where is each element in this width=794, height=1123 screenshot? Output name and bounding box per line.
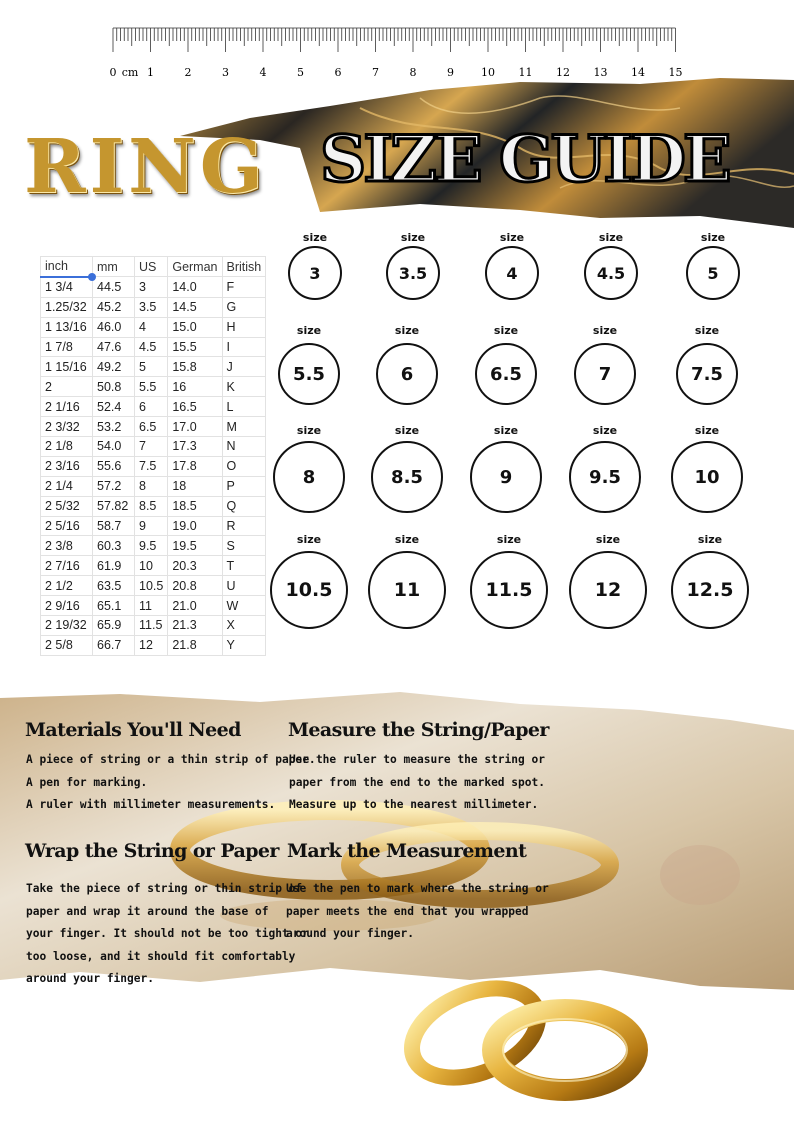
table-header-row [41, 257, 266, 277]
table-cell: O [222, 456, 266, 476]
table-row [41, 377, 266, 397]
measure-heading: Measure the String/Paper [288, 719, 549, 741]
wrap-line: too loose, and it should fit comfortably [26, 949, 296, 963]
header-inch: inch [41, 257, 93, 277]
size-label: size [394, 533, 420, 546]
materials-heading: Materials You'll Need [25, 719, 241, 741]
table-cell: U [222, 576, 266, 596]
table-cell: 2 1/2 [41, 576, 93, 596]
table-cell: 65.9 [93, 616, 135, 636]
table-row [41, 556, 266, 576]
table-cell: I [222, 337, 266, 357]
title-size-guide: SIZE GUIDE [320, 122, 729, 197]
table-cell: 2 [41, 377, 93, 397]
table-cell: 61.9 [93, 556, 135, 576]
ruler-number: 5 [297, 66, 304, 79]
ring-size-circle: 11.5 [470, 551, 548, 629]
table-cell: F [222, 277, 266, 297]
table-cell: L [222, 397, 266, 417]
table-cell: 65.1 [93, 596, 135, 616]
table-row [41, 277, 266, 297]
table-cell: 7.5 [135, 456, 168, 476]
measure-text [289, 749, 545, 817]
table-cell: 12 [135, 635, 168, 655]
size-label: size [394, 424, 420, 437]
table-cell: 2 9/16 [41, 596, 93, 616]
table-cell: 15.8 [168, 357, 222, 377]
table-cell: S [222, 536, 266, 556]
table-cell: 2 1/16 [41, 397, 93, 417]
table-cell: 1 13/16 [41, 317, 93, 337]
ring-size-circle: 12.5 [671, 551, 749, 629]
header-british: British [222, 257, 266, 277]
measure-line: Use the ruler to measure the string or [289, 753, 545, 766]
table-cell: 2 7/16 [41, 556, 93, 576]
ruler-number: 8 [409, 66, 417, 79]
table-cell: 46.0 [93, 317, 135, 337]
ruler-number: 13 [593, 66, 608, 79]
table-row [41, 397, 266, 417]
table-cell: 17.8 [168, 456, 222, 476]
ruler-number: 6 [334, 66, 342, 79]
measure-line: paper from the end to the marked spot. [289, 775, 545, 789]
ruler-ticks [113, 28, 676, 52]
table-cell: 1 3/4 [41, 277, 93, 297]
ruler-number: 1 [147, 66, 154, 79]
table-cell: 54.0 [93, 437, 135, 457]
table-row [41, 516, 266, 536]
materials-line: A piece of string or a thin strip of paper. [26, 753, 316, 766]
ring-size-circle: 7 [574, 343, 636, 405]
table-cell: 2 3/16 [41, 456, 93, 476]
ruler-zero-label: 0 [109, 66, 117, 79]
table-cell: X [222, 616, 266, 636]
table-cell: 3.5 [135, 297, 168, 317]
table-cell: 20.8 [168, 576, 222, 596]
table-row [41, 437, 266, 457]
table-cell: 18 [168, 476, 222, 496]
ring-size-circle: 10.5 [270, 551, 348, 629]
ring-size-circle: 4 [485, 246, 539, 300]
table-cell: 4 [135, 317, 168, 337]
ring-size-circle: 5.5 [278, 343, 340, 405]
ring-size-circle: 12 [569, 551, 647, 629]
table-cell: 2 19/32 [41, 616, 93, 636]
table-cell: 21.0 [168, 596, 222, 616]
table-cell: M [222, 417, 266, 437]
mark-heading: Mark the Measurement [287, 840, 527, 862]
table-cell: 16.5 [168, 397, 222, 417]
size-label: size [697, 533, 723, 546]
table-row [41, 317, 266, 337]
table-cell: 16 [168, 377, 222, 397]
table-cell: 11 [135, 596, 168, 616]
ring-size-circle: 9.5 [569, 441, 641, 513]
wrap-line: around your finger. [26, 972, 154, 985]
table-cell: 58.7 [93, 516, 135, 536]
wrap-line: your finger. It should not be too tight or [26, 927, 309, 940]
table-cell: 49.2 [93, 357, 135, 377]
header-mm: mm [93, 257, 135, 277]
size-label: size [493, 324, 519, 337]
measure-line: Measure up to the nearest millimeter. [289, 798, 539, 811]
ring-size-circle: 7.5 [676, 343, 738, 405]
size-label: size [296, 533, 322, 546]
table-row [41, 576, 266, 596]
ring-size-circle: 3 [288, 246, 342, 300]
table-cell: 21.8 [168, 635, 222, 655]
table-row [41, 596, 266, 616]
wrap-text [26, 878, 309, 991]
size-label: size [694, 324, 720, 337]
table-cell: 2 5/32 [41, 496, 93, 516]
table-cell: 53.2 [93, 417, 135, 437]
table-cell: 7 [135, 437, 168, 457]
size-label: size [302, 231, 328, 244]
table-cell: 44.5 [93, 277, 135, 297]
ring-size-circle: 8.5 [371, 441, 443, 513]
size-label: size [296, 424, 322, 437]
table-cell: Q [222, 496, 266, 516]
ruler-number: 4 [259, 66, 267, 79]
table-cell: 5 [135, 357, 168, 377]
table-row [41, 417, 266, 437]
table-cell: 9 [135, 516, 168, 536]
header-us: US [135, 257, 168, 277]
table-cell: 57.2 [93, 476, 135, 496]
size-label: size [394, 324, 420, 337]
size-label: size [700, 231, 726, 244]
table-cell: 19.0 [168, 516, 222, 536]
table-cell: 5.5 [135, 377, 168, 397]
table-cell: 11.5 [135, 616, 168, 636]
ruler [108, 24, 683, 80]
table-row [41, 635, 266, 655]
table-row [41, 476, 266, 496]
table-cell: 8.5 [135, 496, 168, 516]
ring-size-circle: 10 [671, 441, 743, 513]
mark-line: paper meets the end that you wrapped [286, 904, 529, 918]
header-german: German [168, 257, 222, 277]
ring-size-circle: 8 [273, 441, 345, 513]
size-label: size [499, 231, 525, 244]
table-cell: 50.8 [93, 377, 135, 397]
table-cell: 47.6 [93, 337, 135, 357]
table-row [41, 496, 266, 516]
table-cell: 9.5 [135, 536, 168, 556]
table-cell: 18.5 [168, 496, 222, 516]
table-cell: 6.5 [135, 417, 168, 437]
table-cell: P [222, 476, 266, 496]
table-cell: 6 [135, 397, 168, 417]
ruler-number: 9 [447, 66, 454, 79]
ring-size-circle: 4.5 [584, 246, 638, 300]
table-cell: 2 3/8 [41, 536, 93, 556]
size-label: size [694, 424, 720, 437]
table-cell: 2 5/8 [41, 635, 93, 655]
table-cell: Y [222, 635, 266, 655]
table-cell: 15.5 [168, 337, 222, 357]
title-ring: RING [24, 124, 267, 210]
wrap-line: Take the piece of string or thin strip of [26, 882, 303, 895]
ring-size-circle: 5 [686, 246, 740, 300]
mark-text [286, 878, 549, 946]
table-cell: 2 1/4 [41, 476, 93, 496]
table-cell: 21.3 [168, 616, 222, 636]
ruler-unit-label: cm [121, 66, 139, 79]
table-cell: 1 7/8 [41, 337, 93, 357]
ring-size-table [40, 256, 266, 656]
table-cell: T [222, 556, 266, 576]
wrap-line: paper and wrap it around the base of [26, 904, 269, 918]
table-cell: 1 15/16 [41, 357, 93, 377]
mark-line: around your finger. [286, 927, 414, 940]
table-row [41, 456, 266, 476]
table-cell: J [222, 357, 266, 377]
table-cell: 63.5 [93, 576, 135, 596]
size-label: size [400, 231, 426, 244]
ruler-number: 10 [481, 66, 495, 79]
ring-size-circle: 6.5 [475, 343, 537, 405]
table-cell: 10.5 [135, 576, 168, 596]
materials-line: A pen for marking. [26, 775, 148, 789]
table-cell: 60.3 [93, 536, 135, 556]
ruler-number: 2 [184, 66, 192, 79]
table-cell: 1.25/32 [41, 297, 93, 317]
ruler-number: 12 [556, 66, 570, 79]
table-cell: 4.5 [135, 337, 168, 357]
table-cell: 2 1/8 [41, 437, 93, 457]
table-cell: W [222, 596, 266, 616]
table-cell: 14.5 [168, 297, 222, 317]
table-cell: 52.4 [93, 397, 135, 417]
table-cell: 2 5/16 [41, 516, 93, 536]
wrap-heading: Wrap the String or Paper [25, 840, 279, 862]
size-label: size [496, 533, 522, 546]
ring-size-circle: 6 [376, 343, 438, 405]
table-cell: 3 [135, 277, 168, 297]
size-label: size [598, 231, 624, 244]
ruler-number: 15 [668, 66, 683, 79]
ring-size-circle: 11 [368, 551, 446, 629]
ruler-number: 14 [631, 66, 645, 79]
table-cell: 15.0 [168, 317, 222, 337]
ruler-number: 7 [372, 66, 379, 79]
table-cell: 2 3/32 [41, 417, 93, 437]
table-row [41, 337, 266, 357]
table-row [41, 616, 266, 636]
size-label: size [493, 424, 519, 437]
table-cell: R [222, 516, 266, 536]
table-cell: 20.3 [168, 556, 222, 576]
table-row [41, 357, 266, 377]
table-row [41, 297, 266, 317]
table-cell: 45.2 [93, 297, 135, 317]
table-cell: 14.0 [168, 277, 222, 297]
wedding-rings-image [400, 975, 650, 1115]
table-row [41, 536, 266, 556]
table-cell: 8 [135, 476, 168, 496]
table-cell: 19.5 [168, 536, 222, 556]
ring-size-circle: 9 [470, 441, 542, 513]
size-label: size [592, 324, 618, 337]
table-cell: 57.82 [93, 496, 135, 516]
table-cell: 17.0 [168, 417, 222, 437]
ruler-number: 11 [518, 66, 533, 79]
table-cell: K [222, 377, 266, 397]
table-cell: 17.3 [168, 437, 222, 457]
materials-text [26, 749, 316, 817]
table-cell: N [222, 437, 266, 457]
size-label: size [296, 324, 322, 337]
mark-line: Use the pen to mark where the string or [286, 882, 549, 895]
table-cell: 10 [135, 556, 168, 576]
table-cell: H [222, 317, 266, 337]
table-cell: 66.7 [93, 635, 135, 655]
ruler-number: 3 [222, 66, 229, 79]
table-cell: G [222, 297, 266, 317]
size-label: size [592, 424, 618, 437]
materials-line: A ruler with millimeter measurements. [26, 798, 276, 811]
size-label: size [595, 533, 621, 546]
table-cell: 55.6 [93, 456, 135, 476]
ring-size-circle: 3.5 [386, 246, 440, 300]
